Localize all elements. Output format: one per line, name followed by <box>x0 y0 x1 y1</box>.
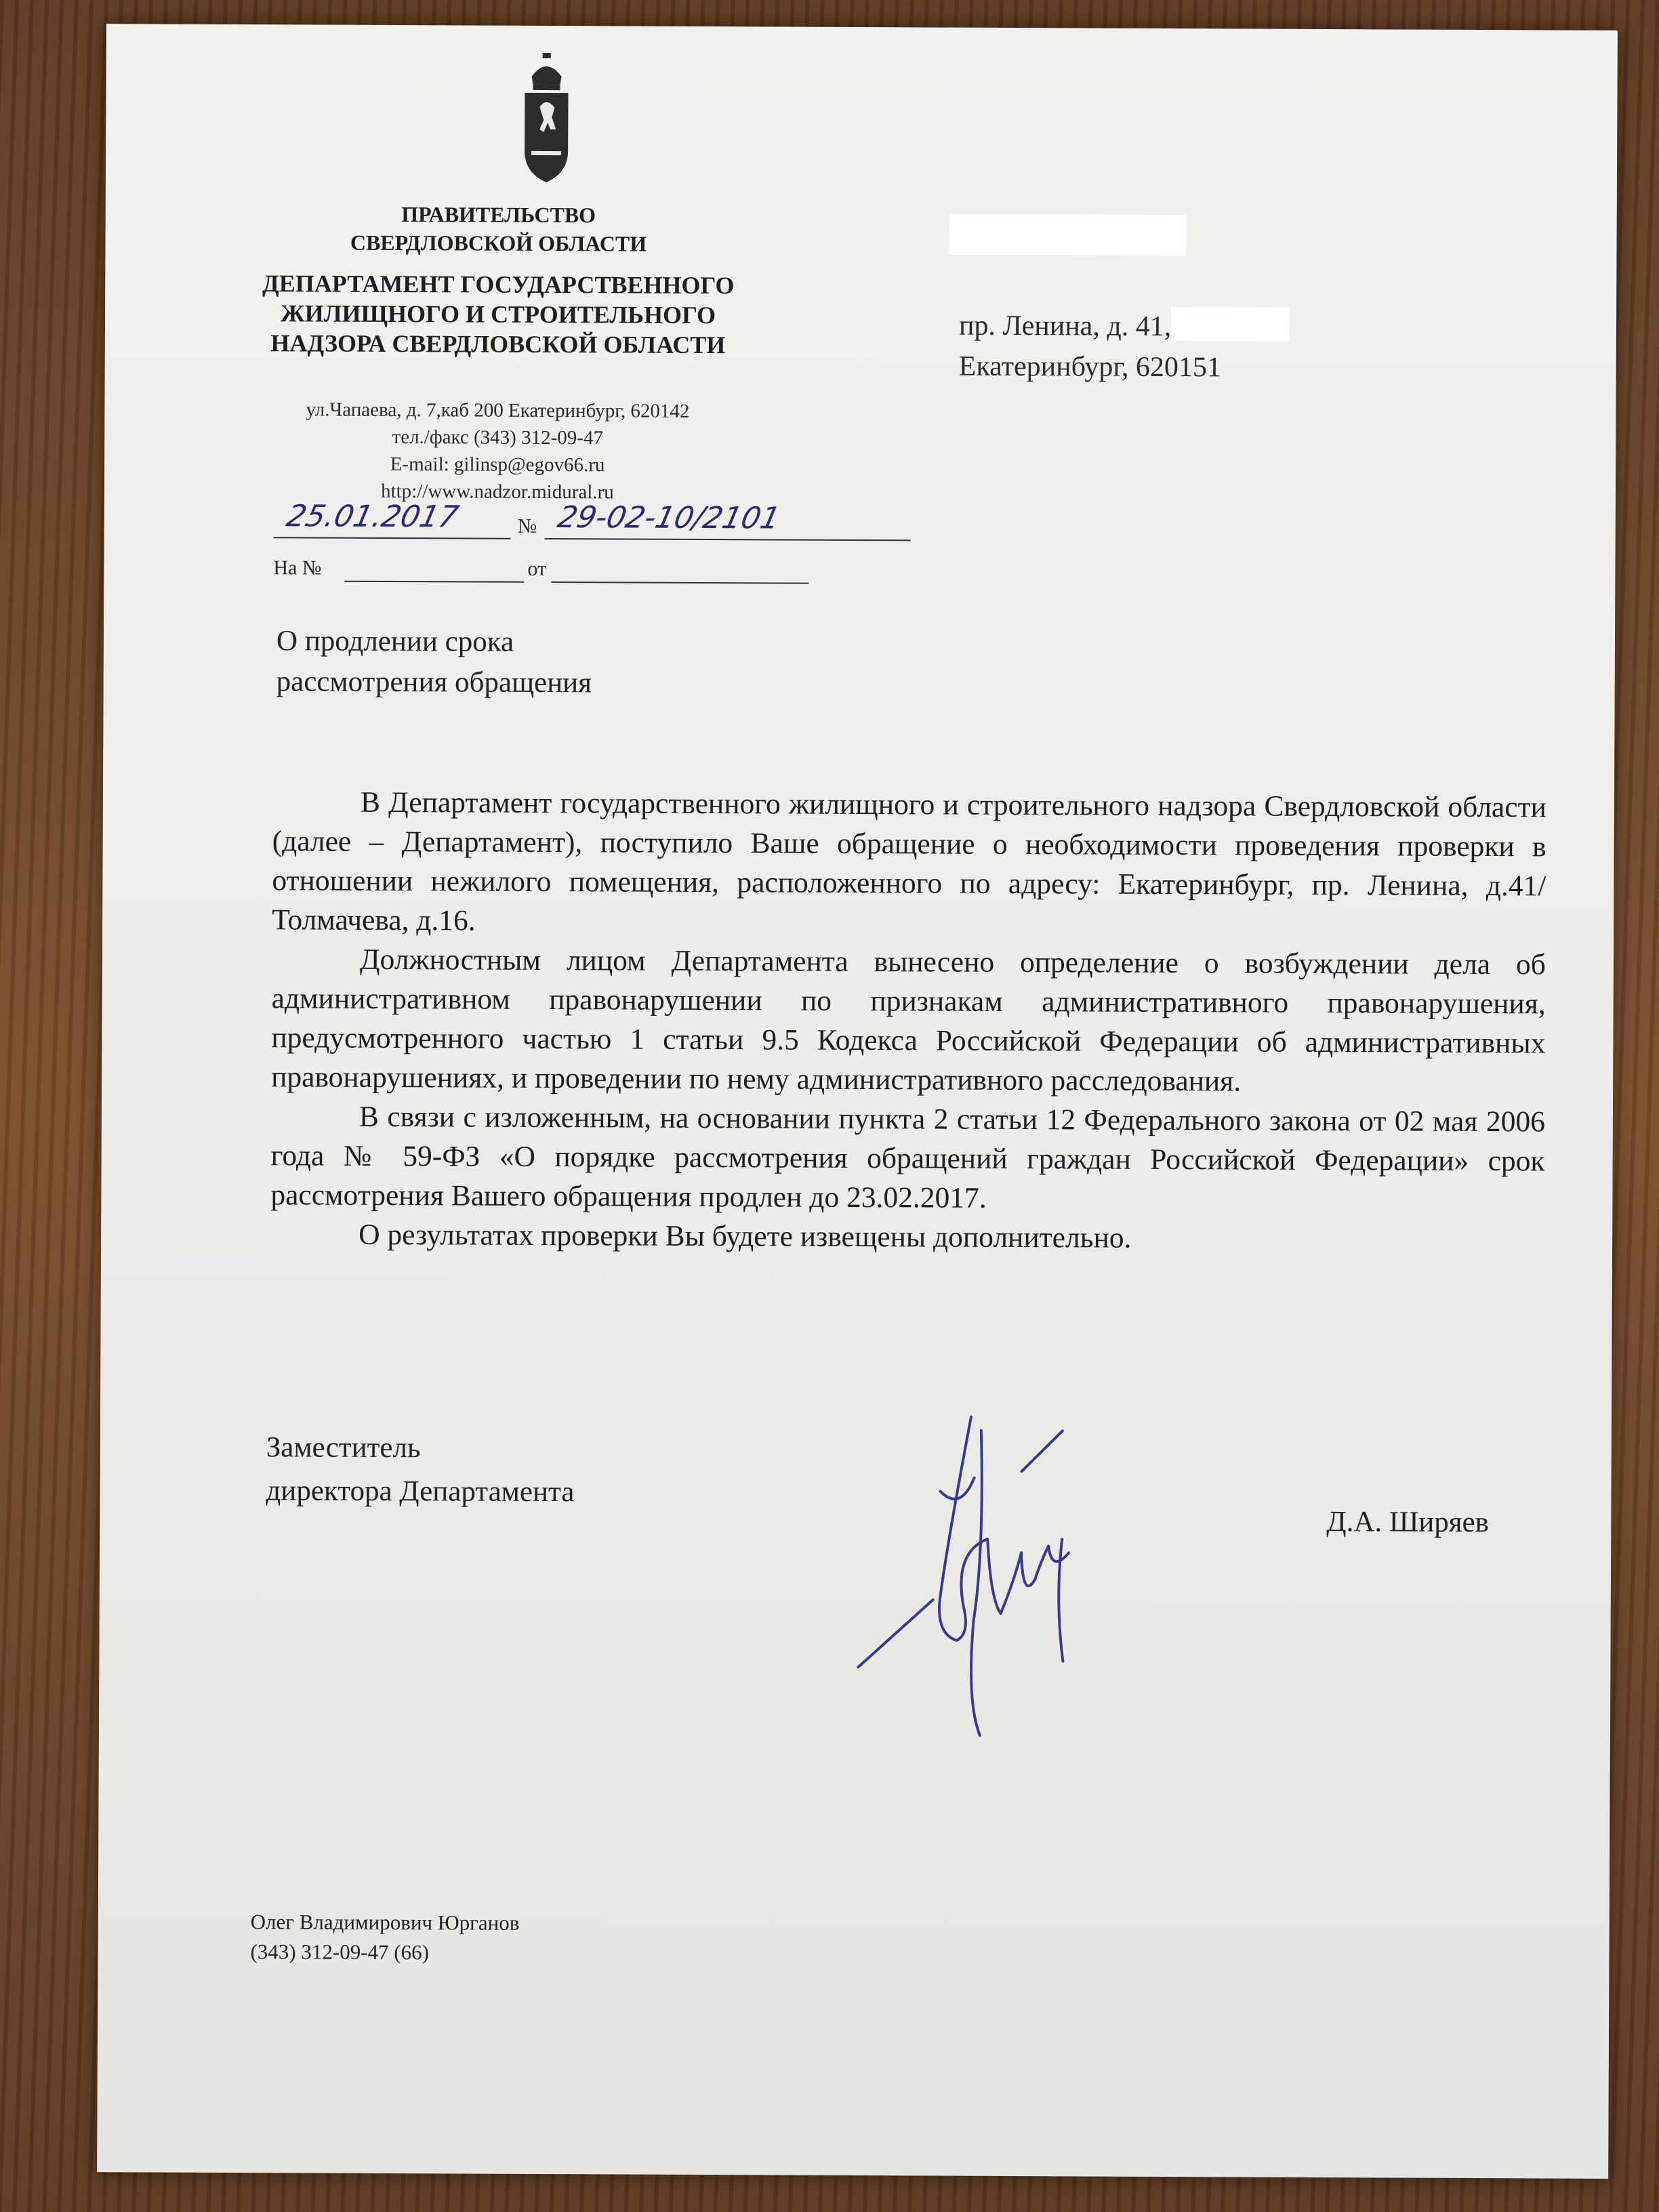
reference-line <box>273 553 910 590</box>
registration-number-field <box>545 500 911 541</box>
government-line-1: ПРАВИТЕЛЬСТВО <box>401 202 596 228</box>
department-line-1: ДЕПАРТАМЕНТ ГОСУДАРСТВЕННОГО <box>262 270 735 300</box>
reference-label: На № <box>273 556 322 579</box>
coat-of-arms-icon <box>512 49 581 185</box>
signatory-position <box>266 1426 575 1514</box>
reference-number-field <box>344 554 524 583</box>
signatory-position-line-1: Заместитель <box>266 1431 421 1465</box>
body-paragraph-1: В Департамент государственного жилищного и строительного надзора Свердловской области (далее – Департамент), поступило Ваше обращение о необходимости проведения проверки в отношении нежилого помещения, расположенного по адресу: Екатеринбург, пр. Ленина, д.41/ Толмачева, д.16. <box>272 785 1547 937</box>
registration-number: 29-02-10/2101 <box>554 500 783 536</box>
executor-name: Олег Владимирович Юрганов <box>250 1910 520 1935</box>
department-address: ул.Чапаева, д. 7,каб 200 Екатеринбург, 620142 <box>306 398 690 422</box>
signatory-position-line-2: директора Департамента <box>266 1475 575 1509</box>
recipient-address-line-2: Екатеринбург, 620151 <box>958 350 1222 384</box>
reference-date-field <box>551 554 808 584</box>
department-email: E-mail: gilinsp@egov66.ru <box>390 453 605 476</box>
letter-subject <box>276 621 592 703</box>
government-title <box>322 200 674 258</box>
registration-date: 25.01.2017 <box>283 499 462 535</box>
department-title <box>254 268 743 360</box>
department-line-2: ЖИЛИЩНОГО И СТРОИТЕЛЬНОГО <box>280 300 716 329</box>
reference-from-label: от <box>527 557 547 580</box>
letter-body <box>270 782 1547 1259</box>
subject-line-1: О продлении срока <box>276 625 514 658</box>
body-paragraph-4: О результатах проверки Вы будете извещены дополнительно. <box>359 1218 1132 1254</box>
executor-info <box>250 1907 519 1968</box>
registration-number-label: № <box>517 514 537 537</box>
recipient-address-line-1: пр. Ленина, д. 41, <box>959 306 1290 348</box>
body-paragraph-3: В связи с изложенным, на основании пункта 2 статьи 12 Федерального закона от 02 мая 2006 года № 59-ФЗ «О порядке рассмотрения обращений граждан Российской Федерации» срок рассмотрения Вашего обращения продлен до 23.02.2017. <box>270 1100 1545 1214</box>
registration-date-field <box>274 499 511 539</box>
department-phone: тел./факс (343) 312-09-47 <box>392 426 604 449</box>
subject-line-2: рассмотрения обращения <box>276 665 592 699</box>
redacted-apartment <box>1171 307 1290 342</box>
body-paragraph-2: Должностным лицом Департамента вынесено определение о возбуждении дела об административном правонарушении по признакам административного правонарушения, предусмотренного частью 1 статьи 9.5 Кодекса Российской Федерации об административных правонарушениях, и проведении по нему административного расследования. <box>271 943 1546 1098</box>
recipient-address <box>959 306 1290 388</box>
handwritten-signature <box>844 1376 1103 1757</box>
redacted-recipient-name <box>949 214 1186 256</box>
registration-line <box>274 499 911 542</box>
department-line-3: НАДЗОРА СВЕРДЛОВСКОЙ ОБЛАСТИ <box>270 329 726 359</box>
government-line-2: СВЕРДЛОВСКОЙ ОБЛАСТИ <box>350 230 647 256</box>
department-contacts <box>267 396 729 506</box>
letter-page <box>97 24 1618 2179</box>
executor-phone: (343) 312-09-47 (66) <box>250 1940 430 1965</box>
department-website: http://www.nadzor.midural.ru <box>381 480 614 504</box>
signatory-name: Д.А. Ширяев <box>1326 1506 1490 1539</box>
